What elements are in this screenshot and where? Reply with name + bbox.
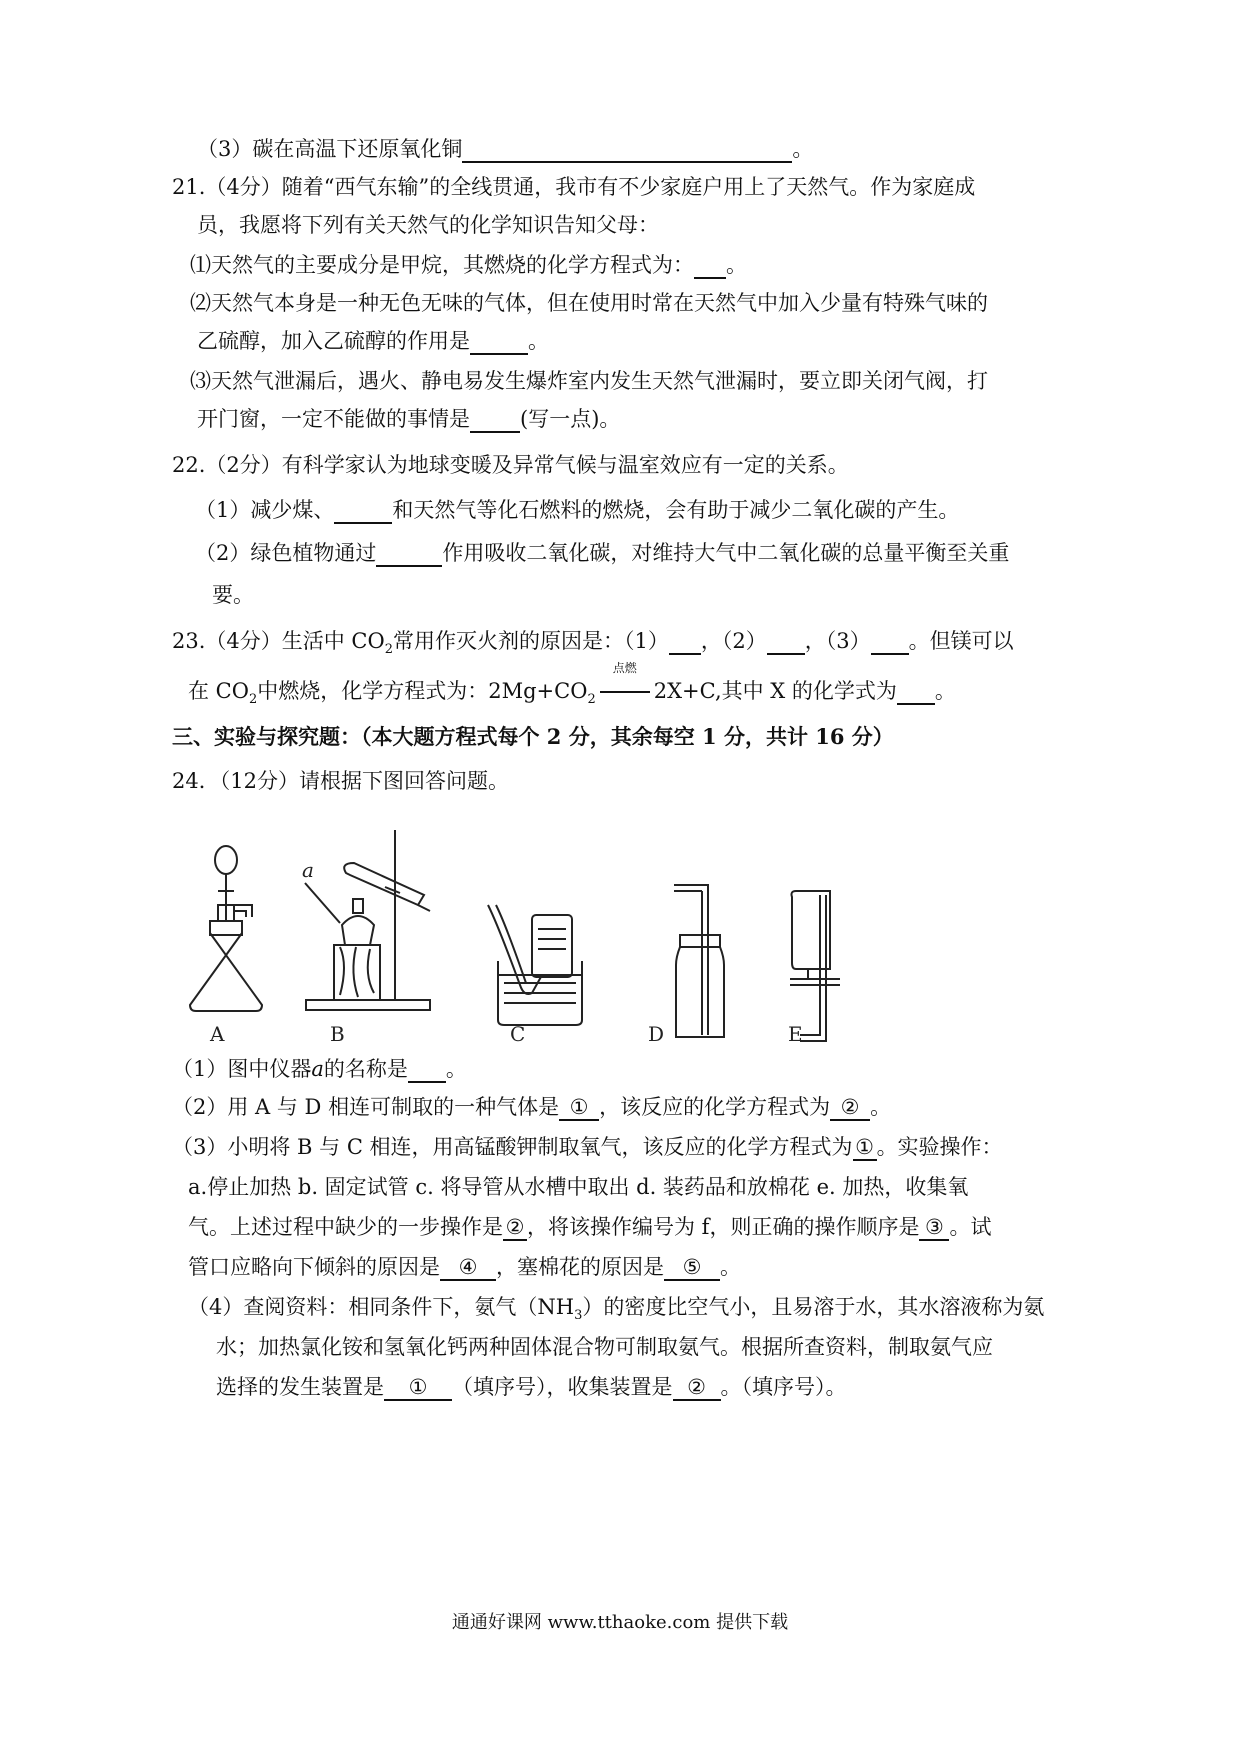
answer-blank[interactable] bbox=[470, 407, 520, 433]
q21-part2-line1: ⑵天然气本身是一种无色无味的气体，但在使用时常在天然气中加入少量有特殊气味的 bbox=[190, 291, 988, 315]
q24-part4-line1: （4）查阅资料：相同条件下，氨气$(NH_3)$的密度比空气小，且易溶于水，其水溶液称为氨 bbox=[188, 1295, 1045, 1324]
fig-label-D: D bbox=[648, 1022, 665, 1046]
q22-part2-cont: 要。 bbox=[212, 583, 254, 607]
answer-blank[interactable] bbox=[334, 498, 392, 524]
q22-part2: （2）绿色植物通过 作用吸收二氧化碳，对维持大气中二氧化碳的总量平衡至关重 bbox=[195, 541, 1010, 565]
answer-blank[interactable] bbox=[871, 629, 909, 655]
q21-part1: ⑴天然气的主要成分是甲烷，其燃烧的化学方程式为： 。 bbox=[190, 253, 747, 277]
answer-blank[interactable] bbox=[470, 329, 528, 355]
apparatus-a-flask bbox=[190, 846, 262, 1011]
q24-part4-line3: 选择的发生装置是 ① （填序号），收集装置是 ② 。（填序号）。 bbox=[216, 1375, 847, 1399]
q24-part3-line1: （3）小明将 B 与 C 相连，用高锰酸钾制取氧气，该反应的化学方程式为 ① 。实验操作： bbox=[172, 1135, 1003, 1159]
answer-blank[interactable] bbox=[408, 1057, 446, 1083]
answer-blank[interactable] bbox=[897, 679, 935, 705]
q24-part3-line2: a.停止加热 b. 固定试管 c. 将导管从水槽中取出 d. 装药品和放棉花 e. 加热，收集氧 bbox=[188, 1175, 969, 1199]
q24-part2: （2）用 A 与 D 相连可制取的一种气体是 ① ，该反应的化学方程式为 ② 。 bbox=[172, 1095, 892, 1119]
q21-part3-line2: 开门窗，一定不能做的事情是 (写一点)。 bbox=[197, 407, 621, 431]
q21-head: 21.（4分）随着“西气东输”的全线贯通，我市有不少家庭户用上了天然气。作为家庭成 bbox=[172, 175, 976, 199]
q24-part4-line2: 水；加热氯化铵和氢氧化钙两种固体混合物可制取氨气。根据所查资料，制取氨气应 bbox=[216, 1335, 993, 1359]
q21-head-cont: 员，我愿将下列有关天然气的化学知识告知父母： bbox=[197, 213, 659, 237]
answer-blank-1[interactable]: ① bbox=[853, 1135, 877, 1161]
q24-part3-line3: 气。上述过程中缺少的一步操作是 ② ，将该操作编号为 f，则正确的操作顺序是 ③ 。试 bbox=[188, 1215, 992, 1239]
answer-blank-2[interactable]: ② bbox=[673, 1375, 721, 1401]
answer-blank[interactable] bbox=[767, 629, 805, 655]
q21-part3-line1: ⑶天然气泄漏后，遇火、静电易发生爆炸室内发生天然气泄漏时，要立即关闭气阀，打 bbox=[190, 369, 988, 393]
fig-label-B: B bbox=[330, 1022, 345, 1046]
answer-blank[interactable] bbox=[669, 629, 701, 655]
answer-blank-1[interactable]: ① bbox=[559, 1095, 599, 1121]
page-footer: 通通好课网 www.tthaoke.com 提供下载 bbox=[451, 1612, 789, 1633]
answer-blank-1[interactable]: ① bbox=[384, 1375, 452, 1401]
apparatus-e-bottle bbox=[790, 891, 840, 1041]
q22-head: 22.（2分）有科学家认为地球变暖及异常气候与温室效应有一定的关系。 bbox=[172, 453, 849, 477]
answer-blank-2[interactable]: ② bbox=[503, 1215, 527, 1241]
q20-part3: （3）碳在高温下还原氧化铜 。 bbox=[197, 137, 814, 161]
fig-label-E: E bbox=[788, 1022, 803, 1046]
apparatus-figure bbox=[180, 825, 900, 1055]
q24-part3-line4: 管口应略向下倾斜的原因是 ④ ，塞棉花的原因是 ⑤ 。 bbox=[188, 1255, 741, 1279]
answer-blank[interactable] bbox=[462, 137, 792, 163]
fig-label-A: A bbox=[210, 1022, 225, 1046]
q23-line2: 在 $CO_2$中燃烧，化学方程式为：$2Mg+CO_2$ 点燃 2X+C,其中 X 的化学式为 。 bbox=[188, 661, 956, 708]
q22-part1: （1）减少煤、 和天然气等化石燃料的燃烧，会有助于减少二氧化碳的产生。 bbox=[195, 498, 960, 522]
q24-part1: （1）图中仪器a的名称是 。 bbox=[172, 1057, 467, 1081]
answer-blank-4[interactable]: ④ bbox=[440, 1255, 496, 1281]
section3-title: 三、实验与探究题：（本大题方程式每个 2 分，其余每空 1 分，共计 16 分） bbox=[172, 724, 894, 749]
answer-blank-5[interactable]: ⑤ bbox=[664, 1255, 720, 1281]
q24-head: 24．（12分）请根据下图回答问题。 bbox=[172, 769, 509, 793]
answer-blank-2[interactable]: ② bbox=[830, 1095, 870, 1121]
reaction-arrow: 点燃 bbox=[600, 676, 650, 706]
answer-blank[interactable] bbox=[376, 541, 442, 567]
q21-part2-line2: 乙硫醇，加入乙硫醇的作用是 。 bbox=[197, 329, 549, 353]
fig-label-C: C bbox=[510, 1022, 526, 1046]
answer-blank[interactable] bbox=[694, 253, 726, 279]
apparatus-b-stand bbox=[305, 830, 430, 1010]
apparatus-c-trough bbox=[488, 905, 582, 1025]
answer-blank-3[interactable]: ③ bbox=[919, 1215, 949, 1241]
fig-label-a: a bbox=[302, 858, 314, 882]
apparatus-d-bottle bbox=[674, 885, 724, 1037]
q23-line1: 23.（4分）生活中 $CO_2$常用作灭火剂的原因是：（1） ，（2） ，（3） 。但镁可以 bbox=[172, 629, 1014, 658]
